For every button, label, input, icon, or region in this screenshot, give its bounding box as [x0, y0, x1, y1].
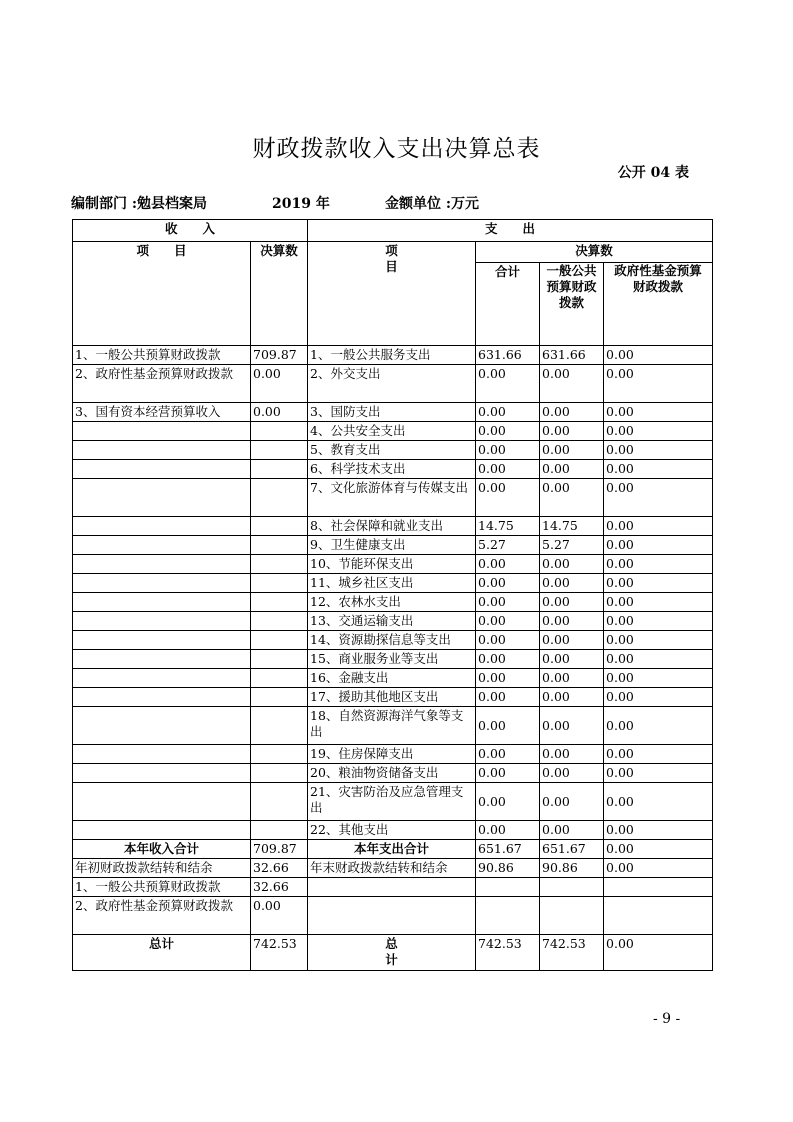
expense-total-cell: 0.00	[476, 821, 540, 840]
table-row	[73, 536, 713, 555]
expense-fund-cell: 0.00	[604, 346, 713, 365]
income-amount-cell	[251, 612, 308, 631]
table-row	[73, 821, 713, 840]
expense-item-cell: 13、交通运输支出	[308, 612, 476, 631]
expense-item-cell: 4、公共安全支出	[308, 422, 476, 441]
table-row	[73, 593, 713, 612]
income-amount-cell	[251, 479, 308, 517]
expense-fund-cell: 0.00	[604, 517, 713, 536]
expense-general-cell: 0.00	[540, 745, 604, 764]
year-total-row	[73, 840, 713, 859]
expense-fund-cell: 0.00	[604, 555, 713, 574]
expense-fund-cell: 0.00	[604, 707, 713, 745]
expense-total-cell: 0.00	[476, 365, 540, 403]
expense-item-cell: 6、科学技术支出	[308, 460, 476, 479]
carry-fund-label: 2、政府性基金预算财政拨款	[73, 897, 251, 935]
carry-general-value: 32.66	[251, 878, 308, 897]
table-row	[73, 650, 713, 669]
expense-item-cell: 8、社会保障和就业支出	[308, 517, 476, 536]
expense-fund-cell: 0.00	[604, 479, 713, 517]
expense-total-cell: 631.66	[476, 346, 540, 365]
expense-general-cell: 0.00	[540, 460, 604, 479]
empty-cell	[476, 897, 540, 935]
expense-item-cell: 11、城乡社区支出	[308, 574, 476, 593]
carry-expense-label: 年末财政拨款结转和结余	[308, 859, 476, 878]
table-row	[73, 612, 713, 631]
carry-over-row	[73, 859, 713, 878]
income-amount-cell	[251, 460, 308, 479]
expense-fund-cell: 0.00	[604, 460, 713, 479]
page-number: - 9 -	[653, 1011, 681, 1027]
grand-expense-total-value: 742.53	[476, 935, 540, 971]
income-amount-cell: 709.87	[251, 346, 308, 365]
department-label: 编制部门 :勉县档案局	[71, 196, 208, 212]
income-amount-cell: 0.00	[251, 403, 308, 422]
income-item-cell	[73, 707, 251, 745]
budget-table	[72, 219, 713, 971]
expense-item-cell: 22、其他支出	[308, 821, 476, 840]
expense-total-cell: 0.00	[476, 631, 540, 650]
unit-label: 金额单位 :万元	[385, 196, 480, 212]
income-item-cell	[73, 460, 251, 479]
expense-total-cell: 5.27	[476, 536, 540, 555]
expense-total-cell: 0.00	[476, 460, 540, 479]
expense-general-cell: 0.00	[540, 612, 604, 631]
expense-item-cell: 14、资源勘探信息等支出	[308, 631, 476, 650]
income-amount-cell	[251, 821, 308, 840]
expense-general-cell: 0.00	[540, 593, 604, 612]
grand-expense-fund-value: 0.00	[604, 935, 713, 971]
form-number: 公开 04 表	[617, 165, 689, 181]
expense-fund-cell: 0.00	[604, 536, 713, 555]
income-item-cell	[73, 688, 251, 707]
expense-general-cell: 0.00	[540, 479, 604, 517]
grand-total-row	[73, 935, 713, 971]
expense-fund-cell: 0.00	[604, 745, 713, 764]
expense-item-cell: 10、节能环保支出	[308, 555, 476, 574]
grand-expense-general-value: 742.53	[540, 935, 604, 971]
carry-expense-fund: 0.00	[604, 859, 713, 878]
carry-fund-row	[73, 897, 713, 935]
expense-item-cell: 3、国防支出	[308, 403, 476, 422]
income-section-header: 收 入	[73, 220, 308, 242]
income-item-cell	[73, 745, 251, 764]
empty-cell	[476, 878, 540, 897]
income-amount-cell	[251, 745, 308, 764]
expense-fund-cell: 0.00	[604, 593, 713, 612]
year-income-total-value: 709.87	[251, 840, 308, 859]
table-row	[73, 631, 713, 650]
income-item-cell	[73, 555, 251, 574]
table-row	[73, 745, 713, 764]
income-item-cell: 2、政府性基金预算财政拨款	[73, 365, 251, 403]
income-item-cell	[73, 574, 251, 593]
income-item-cell	[73, 631, 251, 650]
expense-section-header: 支 出	[308, 220, 713, 242]
income-item-cell: 3、国有资本经营预算收入	[73, 403, 251, 422]
grand-income-total-label: 总计	[73, 935, 251, 971]
expense-item-cell: 20、粮油物资储备支出	[308, 764, 476, 783]
income-amount-cell	[251, 650, 308, 669]
final-amount-group-header: 决算数	[476, 242, 713, 263]
carry-general-row	[73, 878, 713, 897]
expense-item-cell: 5、教育支出	[308, 441, 476, 460]
table-row	[73, 574, 713, 593]
income-amount-cell	[251, 764, 308, 783]
income-amount-cell	[251, 422, 308, 441]
year-expense-general-value: 651.67	[540, 840, 604, 859]
empty-cell	[604, 897, 713, 935]
income-amount-cell	[251, 669, 308, 688]
table-row	[73, 517, 713, 536]
carry-expense-total: 90.86	[476, 859, 540, 878]
income-amount-cell	[251, 783, 308, 821]
expense-general-cell: 0.00	[540, 764, 604, 783]
expense-total-cell: 0.00	[476, 745, 540, 764]
expense-general-cell: 0.00	[540, 783, 604, 821]
carry-income-value: 32.66	[251, 859, 308, 878]
carry-fund-value: 0.00	[251, 897, 308, 935]
expense-general-cell: 0.00	[540, 650, 604, 669]
income-item-cell	[73, 536, 251, 555]
income-item-cell	[73, 441, 251, 460]
empty-cell	[540, 878, 604, 897]
expense-total-cell: 0.00	[476, 688, 540, 707]
header-row-sections	[73, 220, 713, 242]
income-item-cell	[73, 612, 251, 631]
header-row-1	[73, 242, 713, 263]
year-income-total-label: 本年收入合计	[73, 840, 251, 859]
grand-income-total-value: 742.53	[251, 935, 308, 971]
year-expense-total-value: 651.67	[476, 840, 540, 859]
expense-total-cell: 0.00	[476, 441, 540, 460]
income-amount-cell	[251, 631, 308, 650]
table-row	[73, 403, 713, 422]
table-row	[73, 460, 713, 479]
expense-total-cell: 0.00	[476, 574, 540, 593]
expense-general-cell: 0.00	[540, 422, 604, 441]
table-row	[73, 764, 713, 783]
grand-expense-total-label: 总 计	[308, 935, 476, 971]
expense-general-cell: 0.00	[540, 669, 604, 688]
carry-expense-general: 90.86	[540, 859, 604, 878]
income-item-cell	[73, 593, 251, 612]
expense-general-cell: 0.00	[540, 441, 604, 460]
expense-total-cell: 0.00	[476, 650, 540, 669]
income-item-cell	[73, 783, 251, 821]
income-amount-header: 决算数	[251, 242, 308, 346]
year-expense-total-label: 本年支出合计	[308, 840, 476, 859]
expense-fund-cell: 0.00	[604, 669, 713, 688]
expense-total-cell: 0.00	[476, 669, 540, 688]
expense-item-cell: 12、农林水支出	[308, 593, 476, 612]
expense-fund-cell: 0.00	[604, 441, 713, 460]
expense-item-header: 项 目	[308, 242, 476, 346]
general-budget-header: 一般公共预算财政拨款	[540, 263, 604, 346]
expense-total-cell: 14.75	[476, 517, 540, 536]
income-item-cell: 1、一般公共预算财政拨款	[73, 346, 251, 365]
expense-item-cell: 9、卫生健康支出	[308, 536, 476, 555]
income-amount-cell: 0.00	[251, 365, 308, 403]
expense-general-cell: 5.27	[540, 536, 604, 555]
expense-fund-cell: 0.00	[604, 688, 713, 707]
expense-item-cell: 21、灾害防治及应急管理支出	[308, 783, 476, 821]
income-item-cell	[73, 821, 251, 840]
expense-total-cell: 0.00	[476, 555, 540, 574]
carry-general-label: 1、一般公共预算财政拨款	[73, 878, 251, 897]
expense-item-cell: 17、援助其他地区支出	[308, 688, 476, 707]
expense-general-cell: 0.00	[540, 555, 604, 574]
expense-general-cell: 0.00	[540, 688, 604, 707]
empty-cell	[308, 878, 476, 897]
table-row	[73, 346, 713, 365]
expense-fund-cell: 0.00	[604, 821, 713, 840]
expense-total-cell: 0.00	[476, 403, 540, 422]
year-label: 2019 年	[272, 196, 330, 212]
expense-total-cell: 0.00	[476, 593, 540, 612]
expense-item-cell: 16、金融支出	[308, 669, 476, 688]
expense-general-cell: 0.00	[540, 631, 604, 650]
empty-cell	[540, 897, 604, 935]
income-amount-cell	[251, 441, 308, 460]
expense-general-cell: 631.66	[540, 346, 604, 365]
expense-total-cell: 0.00	[476, 764, 540, 783]
income-amount-cell	[251, 593, 308, 612]
fund-budget-header: 政府性基金预算财政拨款	[604, 263, 713, 346]
income-amount-cell	[251, 574, 308, 593]
income-amount-cell	[251, 688, 308, 707]
expense-total-cell: 0.00	[476, 422, 540, 441]
expense-fund-cell: 0.00	[604, 764, 713, 783]
expense-fund-cell: 0.00	[604, 574, 713, 593]
income-item-cell	[73, 422, 251, 441]
table-row	[73, 479, 713, 517]
expense-fund-cell: 0.00	[604, 783, 713, 821]
carry-income-label: 年初财政拨款结转和结余	[73, 859, 251, 878]
expense-general-cell: 0.00	[540, 707, 604, 745]
expense-total-cell: 0.00	[476, 783, 540, 821]
table-row	[73, 688, 713, 707]
income-amount-cell	[251, 517, 308, 536]
page-title: 财政拨款收入支出决算总表	[252, 136, 541, 162]
income-item-cell	[73, 479, 251, 517]
total-header: 合计	[476, 263, 540, 346]
income-item-header: 项 目	[73, 242, 251, 346]
expense-fund-cell: 0.00	[604, 650, 713, 669]
expense-fund-cell: 0.00	[604, 403, 713, 422]
expense-item-cell: 7、文化旅游体育与传媒支出	[308, 479, 476, 517]
expense-item-cell: 19、住房保障支出	[308, 745, 476, 764]
table-row	[73, 783, 713, 821]
income-item-cell	[73, 650, 251, 669]
expense-total-cell: 0.00	[476, 612, 540, 631]
year-expense-fund-value: 0.00	[604, 840, 713, 859]
expense-item-cell: 18、自然资源海洋气象等支出	[308, 707, 476, 745]
table-row	[73, 365, 713, 403]
expense-total-cell: 0.00	[476, 707, 540, 745]
empty-cell	[308, 897, 476, 935]
expense-item-cell: 2、外交支出	[308, 365, 476, 403]
expense-fund-cell: 0.00	[604, 422, 713, 441]
expense-item-cell: 1、一般公共服务支出	[308, 346, 476, 365]
income-item-cell	[73, 669, 251, 688]
table-row	[73, 555, 713, 574]
income-amount-cell	[251, 707, 308, 745]
income-item-cell	[73, 764, 251, 783]
expense-fund-cell: 0.00	[604, 631, 713, 650]
expense-general-cell: 0.00	[540, 403, 604, 422]
expense-item-cell: 15、商业服务业等支出	[308, 650, 476, 669]
expense-general-cell: 14.75	[540, 517, 604, 536]
expense-general-cell: 0.00	[540, 574, 604, 593]
expense-general-cell: 0.00	[540, 821, 604, 840]
expense-general-cell: 0.00	[540, 365, 604, 403]
income-item-cell	[73, 517, 251, 536]
expense-fund-cell: 0.00	[604, 365, 713, 403]
expense-total-cell: 0.00	[476, 479, 540, 517]
income-amount-cell	[251, 536, 308, 555]
table-row	[73, 707, 713, 745]
table-row	[73, 441, 713, 460]
income-amount-cell	[251, 555, 308, 574]
table-row	[73, 422, 713, 441]
expense-fund-cell: 0.00	[604, 612, 713, 631]
table-row	[73, 669, 713, 688]
empty-cell	[604, 878, 713, 897]
